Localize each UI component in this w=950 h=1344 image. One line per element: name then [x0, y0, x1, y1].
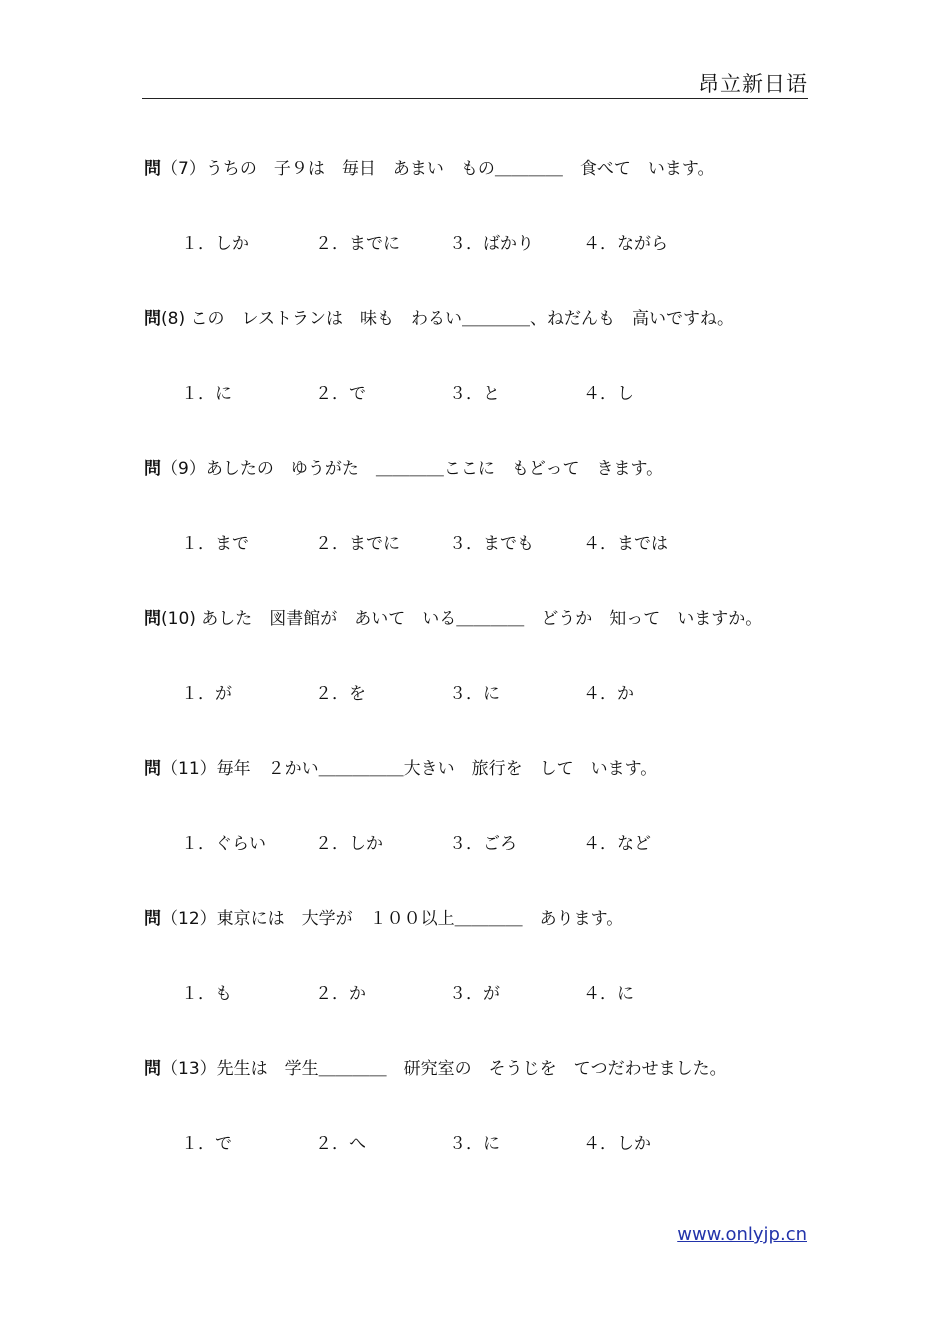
option-2: ２．までに	[315, 534, 400, 554]
answer-options	[181, 1125, 810, 1163]
question-11	[144, 750, 810, 900]
question-10	[144, 600, 810, 750]
question-body: （7）うちの 子９は 毎日 あまい もの＿＿＿＿ 食べて います。	[161, 159, 715, 179]
option-1: １．が	[181, 684, 232, 704]
option-3: ３．が	[449, 984, 500, 1004]
option-4: ４．か	[583, 684, 634, 704]
option-2: ２．しか	[315, 834, 383, 854]
question-text	[144, 900, 810, 938]
question-text	[144, 750, 810, 788]
option-2: ２．か	[315, 984, 366, 1004]
question-prefix: 問	[144, 309, 161, 329]
question-13	[144, 1050, 810, 1163]
question-prefix: 問	[144, 909, 161, 929]
option-3: ３．に	[449, 684, 500, 704]
question-12	[144, 900, 810, 1050]
option-2: ２．までに	[315, 234, 400, 254]
website-link[interactable]: www.onlyjp.cn	[677, 1224, 807, 1245]
option-4: ４．までは	[583, 534, 668, 554]
question-text	[144, 600, 810, 638]
question-text	[144, 150, 810, 188]
answer-options	[181, 825, 810, 863]
question-7	[144, 150, 810, 300]
option-4: ４．に	[583, 984, 634, 1004]
answer-options	[181, 225, 810, 263]
answer-options	[181, 525, 810, 563]
question-body: （9）あしたの ゆうがた ＿＿＿＿ここに もどって きます。	[161, 459, 664, 479]
option-3: ３．までも	[449, 534, 534, 554]
option-4: ４．しか	[583, 1134, 651, 1154]
question-text	[144, 1050, 810, 1088]
question-prefix: 問	[144, 1059, 161, 1079]
option-1: １．しか	[181, 234, 249, 254]
question-prefix: 問	[144, 609, 161, 629]
option-3: ３．ばかり	[449, 234, 534, 254]
question-list	[144, 150, 810, 1163]
option-2: ２．へ	[315, 1134, 366, 1154]
question-text	[144, 450, 810, 488]
option-4: ４．し	[583, 384, 634, 404]
question-body: （11）毎年 ２かい＿＿＿＿＿大きい 旅行を して います。	[161, 759, 658, 779]
option-4: ４．など	[583, 834, 651, 854]
option-1: １．に	[181, 384, 232, 404]
answer-options	[181, 375, 810, 413]
option-1: １．で	[181, 1134, 232, 1154]
option-3: ３．と	[449, 384, 500, 404]
question-prefix: 問	[144, 459, 161, 479]
header-title: 昂立新日语	[698, 72, 808, 96]
answer-options	[181, 675, 810, 713]
option-3: ３．に	[449, 1134, 500, 1154]
page-header	[142, 62, 808, 99]
question-body: （13）先生は 学生＿＿＿＿ 研究室の そうじを てつだわせました。	[161, 1059, 727, 1079]
question-text	[144, 300, 810, 338]
option-2: ２．で	[315, 384, 366, 404]
option-1: １．まで	[181, 534, 249, 554]
option-4: ４．ながら	[583, 234, 668, 254]
question-prefix: 問	[144, 759, 161, 779]
question-body: (8) この レストランは 味も わるい＿＿＿＿、ねだんも 高いですね。	[161, 309, 734, 329]
question-8	[144, 300, 810, 450]
question-9	[144, 450, 810, 600]
question-body: (10) あした 図書館が あいて いる＿＿＿＿ どうか 知って いますか。	[161, 609, 763, 629]
question-prefix: 問	[144, 159, 161, 179]
option-1: １．ぐらい	[181, 834, 266, 854]
answer-options	[181, 975, 810, 1013]
option-1: １．も	[181, 984, 232, 1004]
option-2: ２．を	[315, 684, 366, 704]
option-3: ３．ごろ	[449, 834, 517, 854]
question-body: （12）東京には 大学が １００以上＿＿＿＿ あります。	[161, 909, 624, 929]
